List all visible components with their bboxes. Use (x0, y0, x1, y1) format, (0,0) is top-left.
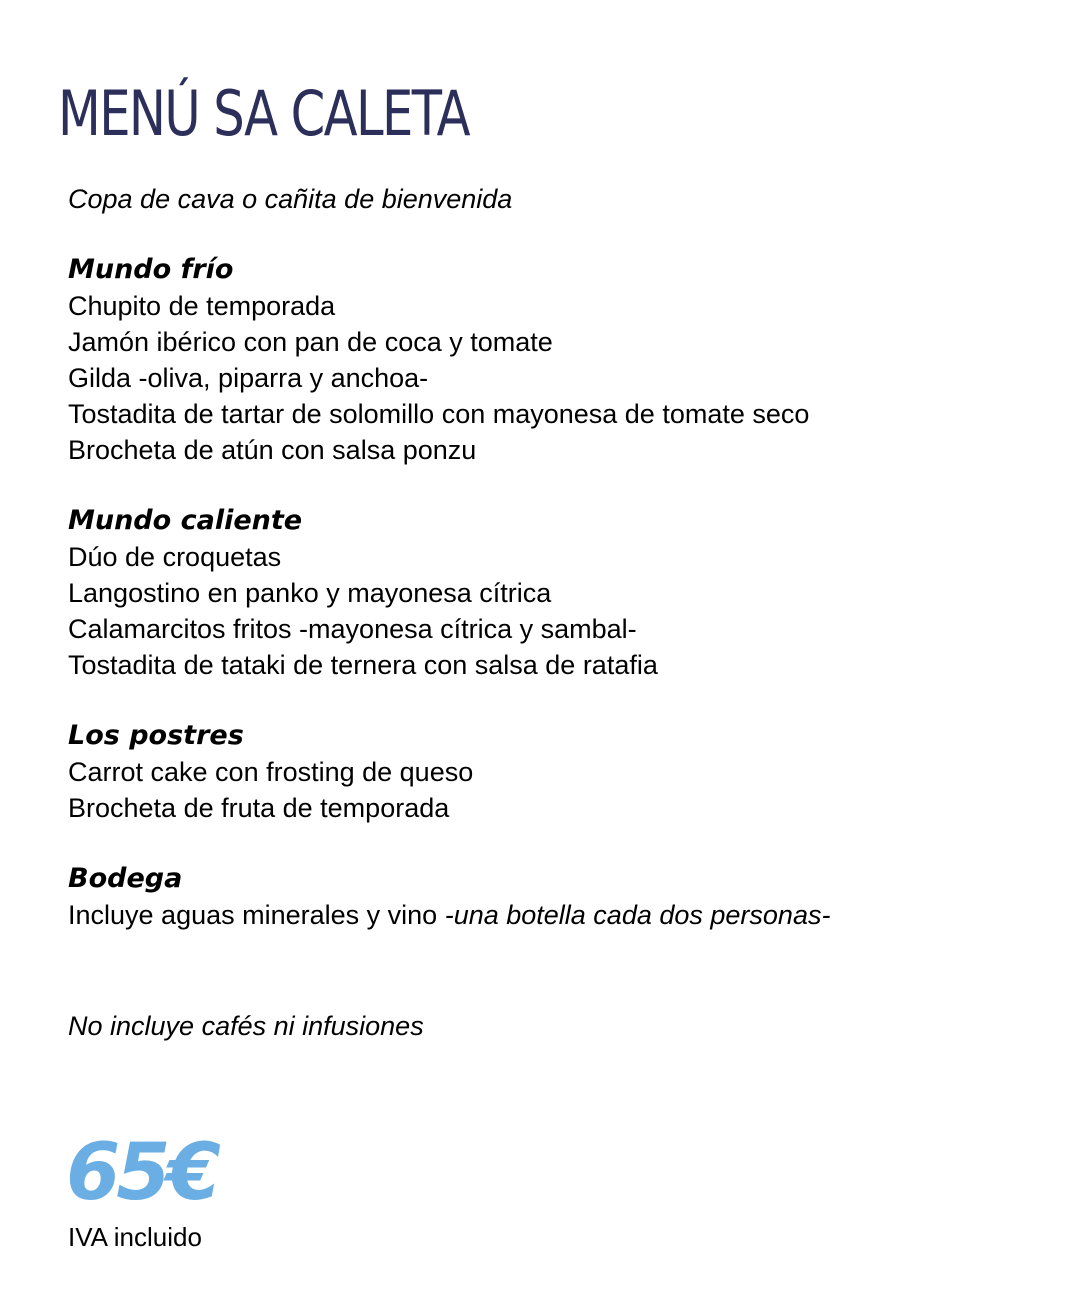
menu-item: Jamón ibérico con pan de coca y tomate (68, 327, 553, 357)
menu-item: Calamarcitos fritos -mayonesa cítrica y sambal- (68, 614, 637, 644)
exclusion-note: No incluye cafés ni infusiones (68, 1011, 424, 1041)
welcome-drink: Copa de cava o cañita de bienvenida (68, 184, 513, 214)
section-title: Mundo caliente (68, 505, 303, 536)
price: 65€ (66, 1128, 217, 1218)
section-los-postres (68, 718, 1068, 826)
section-title: Mundo frío (68, 254, 234, 285)
menu-item: Langostino en panko y mayonesa cítrica (68, 578, 552, 608)
menu-item: Dúo de croquetas (68, 542, 282, 572)
menu-item: Tostadita de tartar de solomillo con mayonesa de tomate seco (68, 399, 810, 429)
section-bodega (68, 861, 1068, 933)
section-title: Bodega (68, 863, 183, 894)
menu-item: Brocheta de fruta de temporada (68, 793, 450, 823)
menu-item-bodega (68, 897, 1068, 933)
menu-item: Gilda -oliva, piparra y anchoa- (68, 363, 429, 393)
section-title: Los postres (68, 720, 244, 751)
tax-note: IVA incluido (68, 1222, 202, 1252)
menu-title: MENÚ SA CALETA (58, 77, 469, 150)
menu-item: Tostadita de tataki de ternera con salsa de ratafia (68, 650, 658, 680)
bodega-emphasis: -una botella cada dos personas- (444, 900, 831, 930)
menu-content (68, 181, 1068, 968)
menu-item: Brocheta de atún con salsa ponzu (68, 435, 477, 465)
menu-item: Chupito de temporada (68, 291, 336, 321)
section-mundo-frio (68, 252, 1068, 468)
bodega-text: Incluye aguas minerales y vino (68, 900, 445, 930)
section-mundo-caliente (68, 503, 1068, 683)
menu-item: Carrot cake con frosting de queso (68, 757, 474, 787)
